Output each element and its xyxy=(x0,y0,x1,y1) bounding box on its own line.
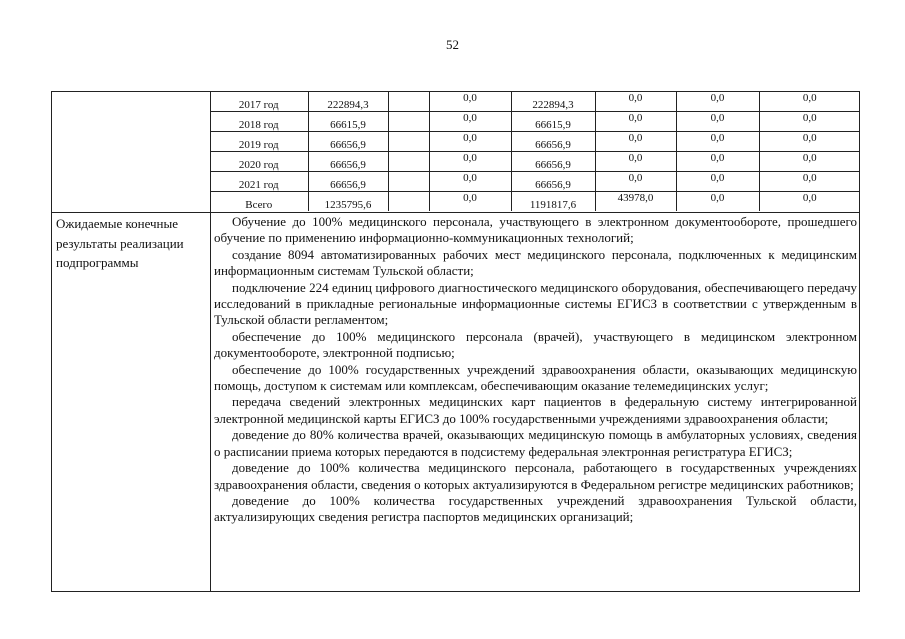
value-cell xyxy=(388,152,429,172)
value-cell: 66656,9 xyxy=(511,172,595,192)
total-cell: 1235795,6 xyxy=(308,192,388,212)
results-text xyxy=(214,214,857,526)
finance-row xyxy=(210,112,860,132)
value-cell: 0,0 xyxy=(676,132,759,152)
value-cell: 0,0 xyxy=(595,112,676,132)
result-paragraph: доведение до 100% количества государственных учреждений здравоохранения Тульской области, актуализирующих сведения регистра паспортов медицинских организаций; xyxy=(214,492,857,525)
total-cell: 66656,9 xyxy=(308,132,388,152)
result-paragraph: подключение 224 единиц цифрового диагностического медицинского оборудования, обеспечивающего передачу исследований в прикладные региональные информационные системы ЕГИСЗ в соответствии с утвержденным в Тульской области регламентом; xyxy=(214,279,857,328)
results-label: Ожидаемые конечные результаты реализации подпрограммы xyxy=(56,216,184,270)
value-cell: 0,0 xyxy=(429,92,511,112)
finance-row xyxy=(210,152,860,172)
result-paragraph: обеспечение до 100% медицинского персонала (врачей), участвующего в медицинском электронном документообороте, электронной подписью; xyxy=(214,328,857,361)
value-cell xyxy=(388,192,429,212)
value-cell xyxy=(388,172,429,192)
value-cell: 0,0 xyxy=(759,112,860,132)
year-cell: 2018 год xyxy=(210,112,308,132)
value-cell: 222894,3 xyxy=(511,92,595,112)
value-cell xyxy=(388,92,429,112)
value-cell: 0,0 xyxy=(759,172,860,192)
value-cell: 0,0 xyxy=(429,132,511,152)
value-cell xyxy=(388,132,429,152)
total-cell: 66656,9 xyxy=(308,172,388,192)
value-cell: 0,0 xyxy=(429,112,511,132)
value-cell: 0,0 xyxy=(676,92,759,112)
value-cell: 0,0 xyxy=(595,132,676,152)
value-cell: 0,0 xyxy=(676,192,759,212)
total-cell: 66656,9 xyxy=(308,152,388,172)
value-cell: 0,0 xyxy=(759,132,860,152)
value-cell: 66656,9 xyxy=(511,132,595,152)
value-cell: 0,0 xyxy=(759,92,860,112)
value-cell: 0,0 xyxy=(676,152,759,172)
total-cell: 66615,9 xyxy=(308,112,388,132)
year-cell: 2020 год xyxy=(210,152,308,172)
value-cell: 0,0 xyxy=(429,152,511,172)
document-table xyxy=(51,91,860,592)
result-paragraph: Обучение до 100% медицинского персонала, участвующего в электронном документообороте, прошедшего обучение по применению информационно-коммуникационных технологий; xyxy=(214,214,857,246)
result-paragraph: обеспечение до 100% государственных учреждений здравоохранения области, оказывающих медицинскую помощь, доступом к системам или комплексам, обеспечивающим оказание телемедицинских услуг; xyxy=(214,361,857,394)
finance-row xyxy=(210,132,860,152)
result-paragraph: доведение до 80% количества врачей, оказывающих медицинскую помощь в амбулаторных условиях, сведения о расписании приема которых передаются в подсистему федеральная электронная регистратура ЕГИСЗ; xyxy=(214,427,857,459)
year-cell: 2021 год xyxy=(210,172,308,192)
total-cell: 222894,3 xyxy=(308,92,388,112)
value-cell: 0,0 xyxy=(429,192,511,212)
value-cell: 0,0 xyxy=(759,152,860,172)
finance-row xyxy=(210,172,860,192)
year-cell: 2017 год xyxy=(210,92,308,112)
finance-row xyxy=(210,92,860,112)
value-cell: 0,0 xyxy=(595,172,676,192)
value-cell: 1191817,6 xyxy=(511,192,595,212)
value-cell: 66656,9 xyxy=(511,152,595,172)
row-divider xyxy=(52,212,859,213)
page-number: 52 xyxy=(446,37,459,52)
year-cell: 2019 год xyxy=(210,132,308,152)
finance-row xyxy=(210,192,860,212)
value-cell: 0,0 xyxy=(802,192,817,204)
value-cell: 0,0 xyxy=(595,152,676,172)
result-paragraph: доведение до 100% количества медицинского персонала, работающего в государственных учреждениях здравоохранения области, сведения о которых актуализируются в Федеральном регистре медицинских работников; xyxy=(214,460,857,492)
value-cell: 0,0 xyxy=(676,112,759,132)
value-cell: 0,0 xyxy=(595,92,676,112)
result-paragraph: создание 8094 автоматизированных рабочих мест медицинского персонала, подключенных к медицинским информационным системам Тульской области; xyxy=(214,246,857,279)
value-cell xyxy=(388,112,429,132)
value-cell: 66615,9 xyxy=(511,112,595,132)
value-cell: 0,0 xyxy=(429,172,511,192)
result-paragraph: передача сведений электронных медицинских карт пациентов в федеральную систему интегрированной электронной медицинской карты ЕГИСЗ до 100% государственными учреждениями здравоохранения области; xyxy=(214,394,857,426)
value-cell: 43978,0 xyxy=(595,192,676,212)
finance-table xyxy=(210,92,860,211)
year-cell: Всего xyxy=(210,192,308,212)
value-cell: 0,0 xyxy=(676,172,759,192)
